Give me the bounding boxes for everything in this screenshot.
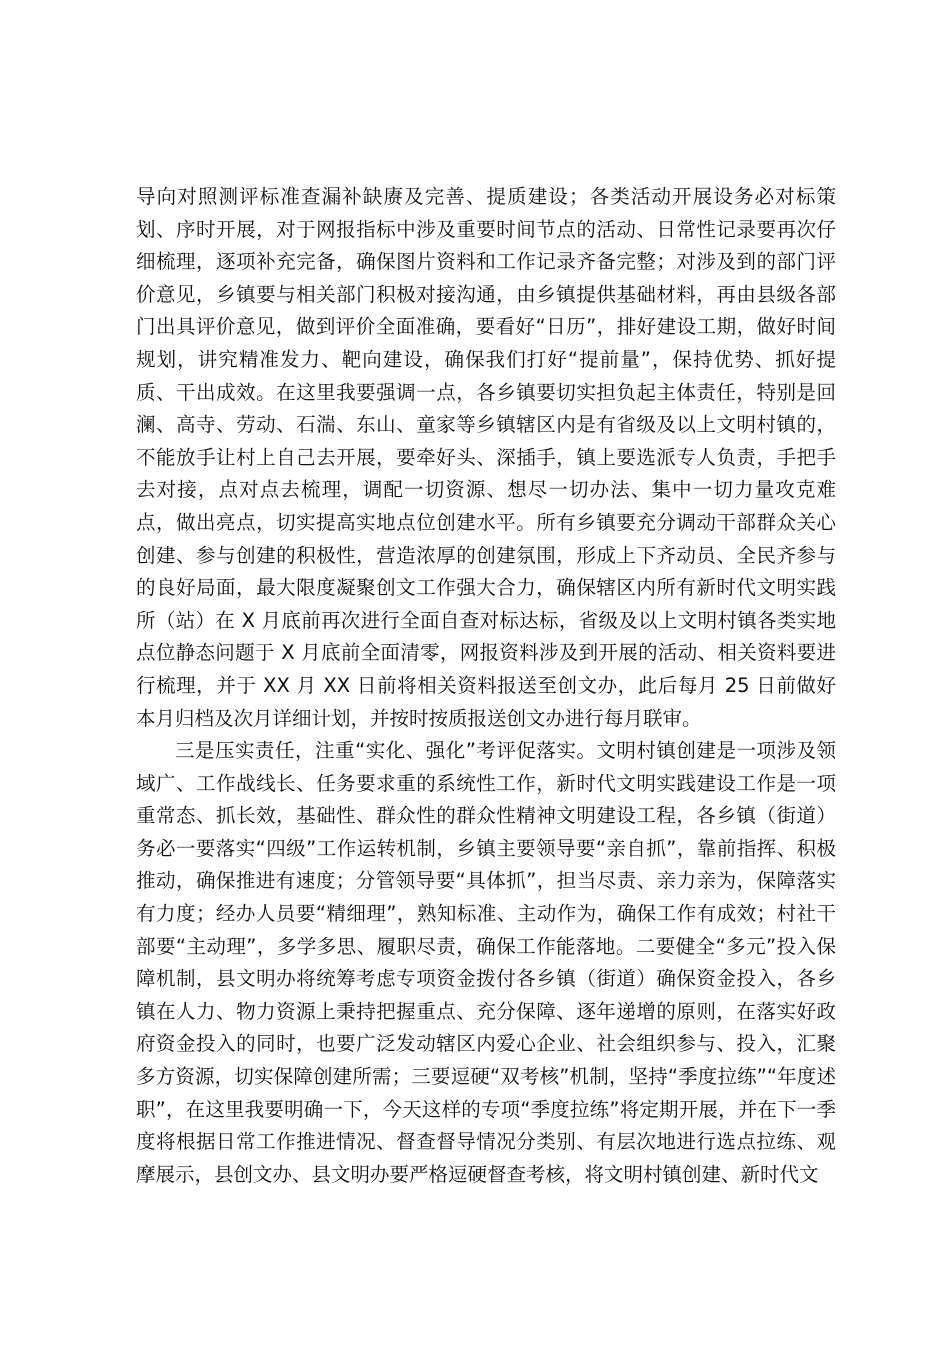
document-body: [136, 181, 836, 1191]
paragraph-responsibility: 三是压实责任，注重“实化、强化”考评促落实。文明村镇创建是一项涉及领域广、工作战线长、任务要求重的系统性工作，新时代文明实践建设工作是一项重常态、抓长效，基础性、群众性的群众性精神文明建设工程，各乡镇（街道）务必一要落实“四级”工作运转机制，乡镇主要领导要“亲自抓”，靠前指挥、积极推动，确保推进有速度；分管领导要“具体抓”，担当尽责、亲力亲为，保障落实有力度；经办人员要“精细理”，熟知标准、主动作为，确保工作有成效；村社干部要“主动理”，多学多思、履职尽责，确保工作能落地。二要健全“多元”投入保障机制，县文明办将统筹考虑专项资金拨付各乡镇（街道）确保资金投入，各乡镇在人力、物力资源上秉持把握重点、充分保障、逐年递增的原则，在落实好政府资金投入的同时，也要广泛发动辖区内爱心企业、社会组织参与、投入，汇聚多方资源，切实保障创建所需；三要逗硬“双考核”机制，坚持“季度拉练”“年度述职”，在这里我要明确一下，今天这样的专项“季度拉练”将定期开展，并在下一季度将根据日常工作推进情况、督查督导情况分类别、有层次地进行选点拉练、观摩展示，县创文办、县文明办要严格逗硬督查考核，将文明村镇创建、新时代文: [136, 739, 836, 1186]
paragraph-continuation: 导向对照测评标准查漏补缺赓及完善、提质建设；各类活动开展设务必对标策划、序时开展，对于网报指标中涉及重要时间节点的活动、日常性记录要再次仔细梳理，逐项补充完备，确保图片资料和工作记录齐备完整；对涉及到的部门评价意见，乡镇要与相关部门积极对接沟通，由乡镇提供基础材料，再由县级各部门出具评价意见，做到评价全面准确，要看好“日历”，排好建设工期，做好时间规划，讲究精准发力、靶向建设，确保我们打好“提前量”，保持优势、抓好提质、干出成效。在这里我要强调一点，各乡镇要切实担负起主体责任，特别是回澜、高寺、劳动、石湍、东山、童家等乡镇辖区内是有省级及以上文明村镇的，不能放手让村上自己去开展，要牵好头、深插手，镇上要选派专人负责，手把手去对接，点对点去梳理，调配一切资源、想尽一切办法、集中一切力量攻克难点，做出亮点，切实提高实地点位创建水平。所有乡镇要充分调动干部群众关心创建、参与创建的积极性，营造浓厚的创建氛围，形成上下齐动员、全民齐参与的良好局面，最大限度凝聚创文工作强大合力，确保辖区内所有新时代文明实践所（站）在 X 月底前再次进行全面自查对标达标，省级及以上文明村镇各类实地点位静态问题于 X 月底前全面清零，网报资料涉及到开展的活动、相关资料要进行梳理，并于 XX 月 XX 日前将相关资料报送至创文办，此后每月 25 日前做好本月归档及次月详细计划，并按时按质报送创文办进行每月联审。: [136, 185, 836, 730]
